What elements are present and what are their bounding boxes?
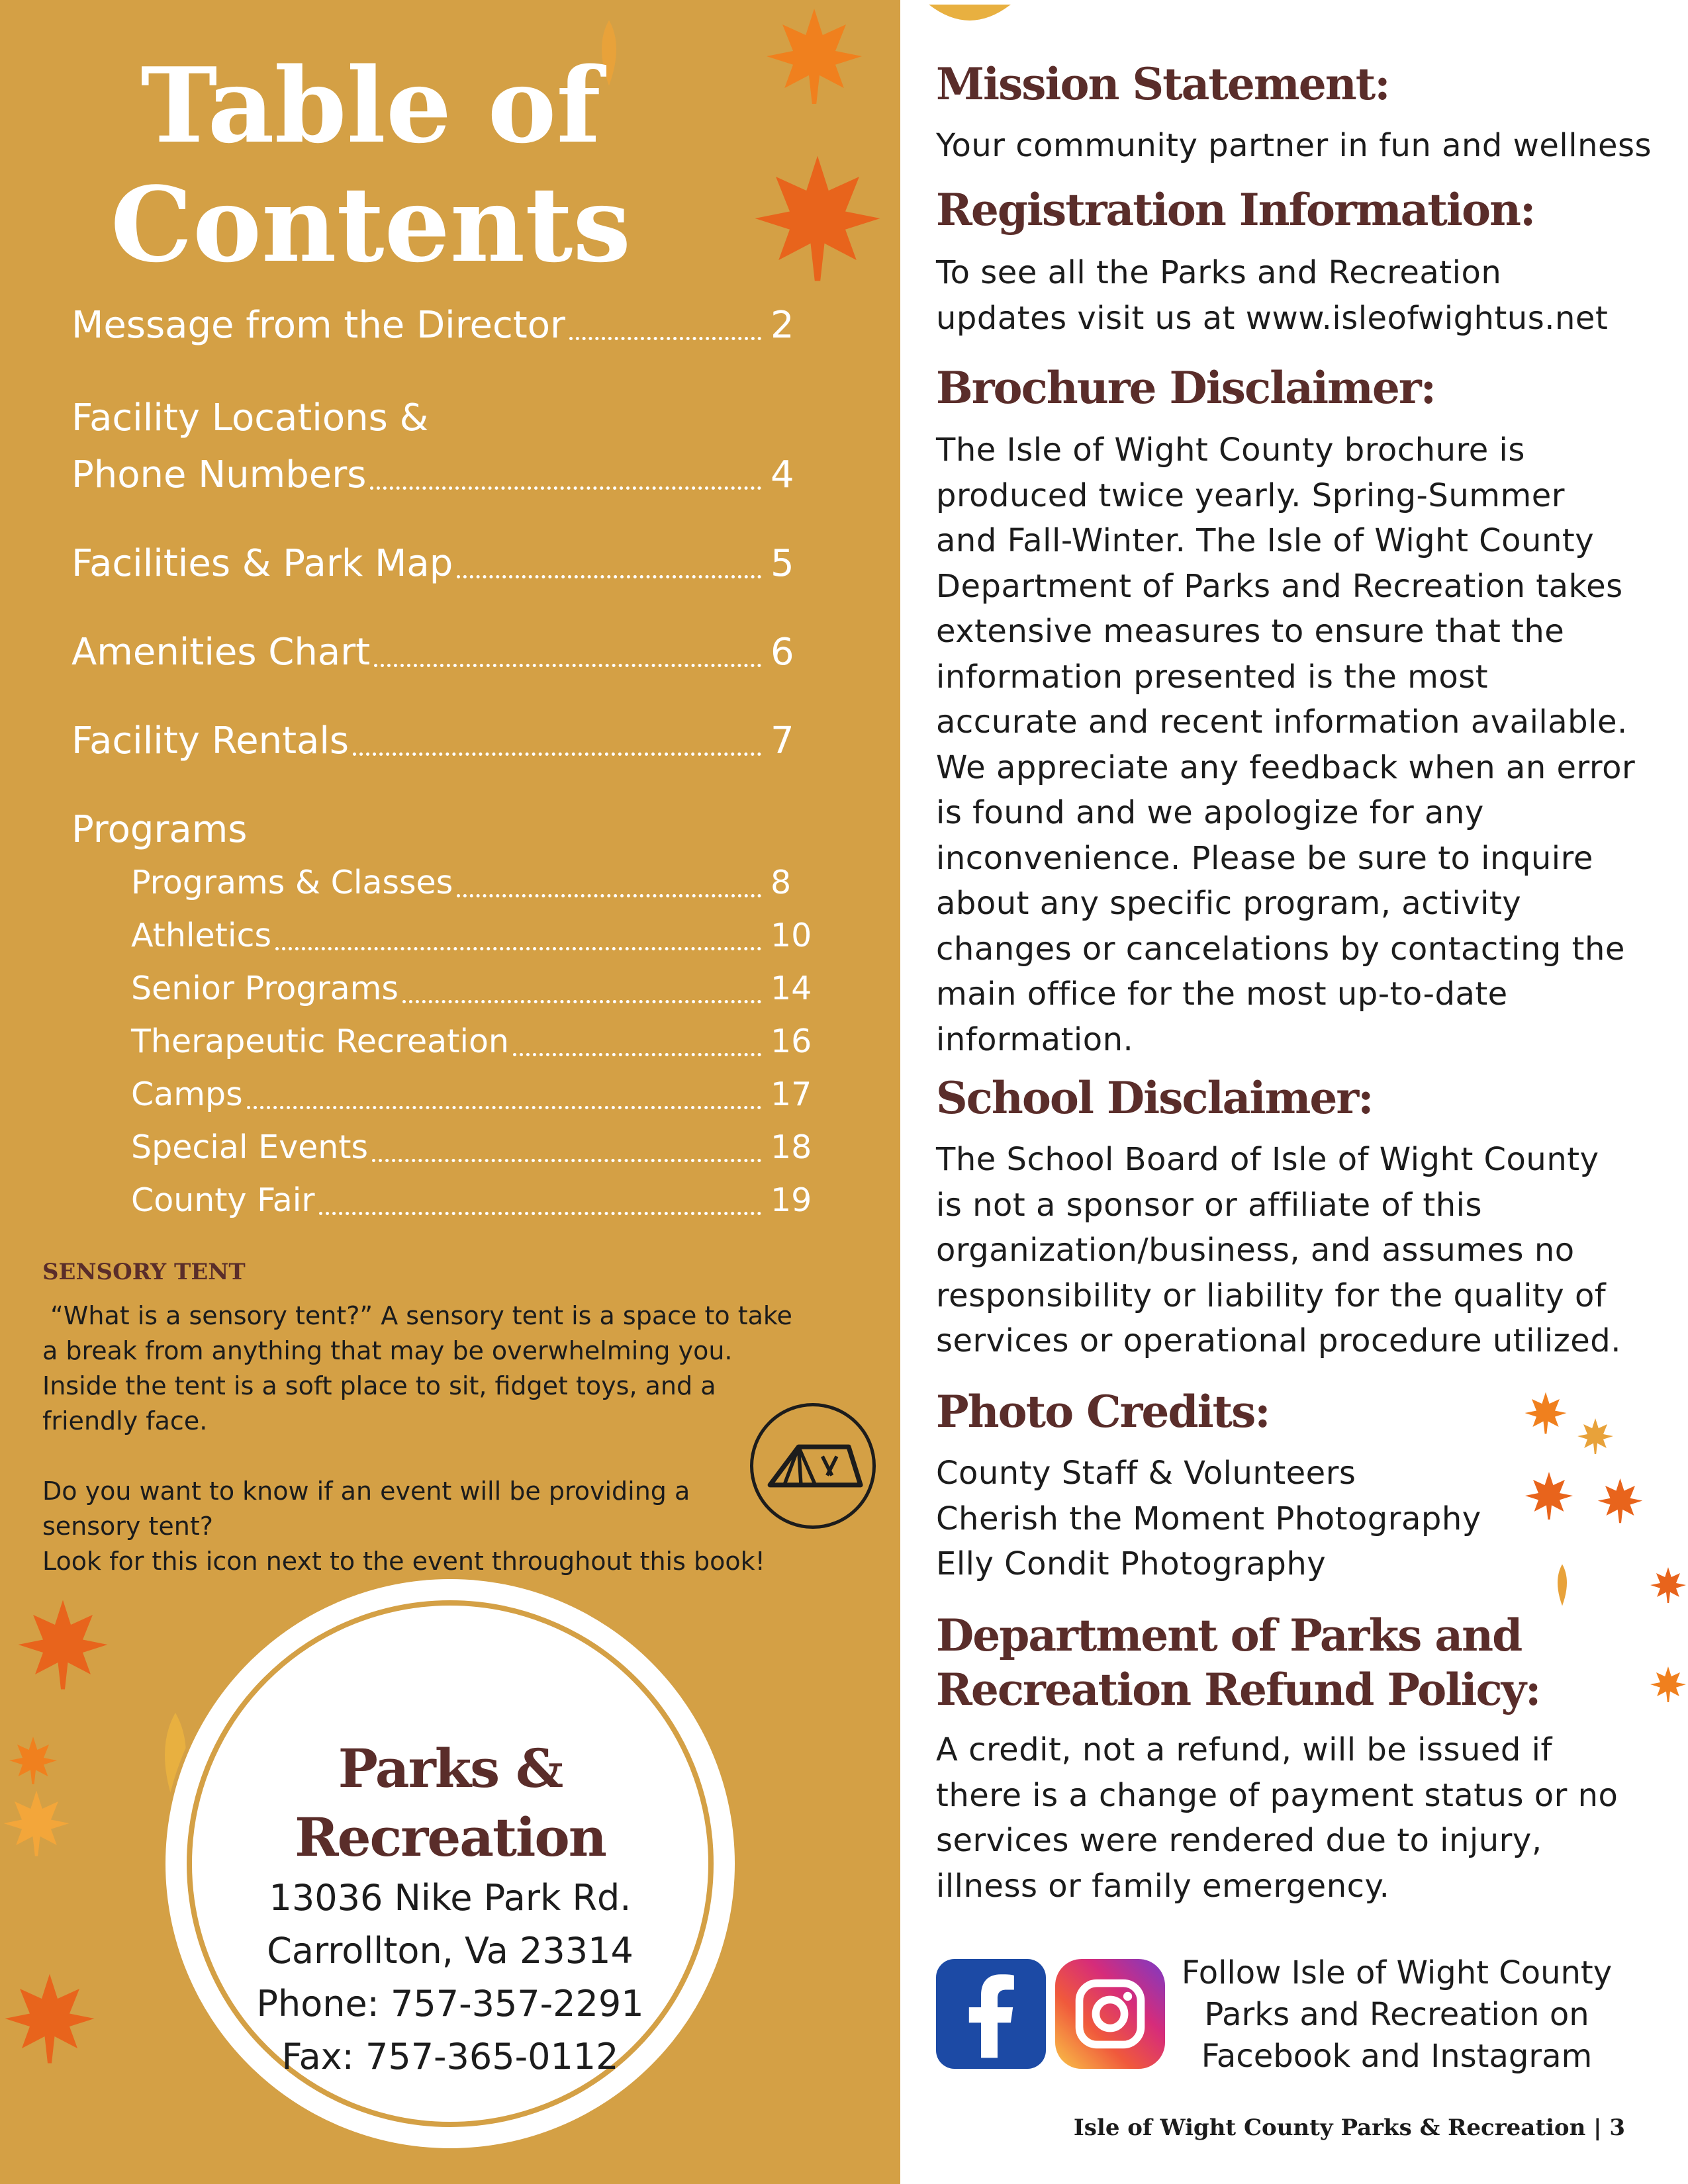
text-line: updates visit us at www.isleofwightus.net [936,299,1609,337]
toc-entry[interactable] [71,537,813,590]
toc-title-line2: Contents [110,164,632,285]
text-line: is found and we apologize for any [936,794,1484,831]
toc-leader-dots [457,575,761,578]
address-block [175,1734,726,2083]
brochure-text [936,428,1671,1062]
toc-entry-label-line1: Facility Locations & [71,396,429,439]
text-line: The Isle of Wight County brochure is [936,432,1525,469]
text-line: To see all the Parks and Recreation [936,254,1502,291]
toc-entry-page: 2 [771,304,794,347]
toc-subentry-label: Special Events [131,1128,369,1166]
toc-subentry[interactable] [131,1121,813,1174]
text-line: there is a change of payment status or no [936,1776,1618,1814]
follow-line: Parks and Recreation on [1204,1996,1589,2033]
toc-entry[interactable] [71,626,813,679]
toc-entry-label: Amenities Chart [71,631,371,674]
maple-leaf-icon [7,1734,60,1787]
toc-subentry-label: County Fair [131,1181,315,1219]
text-line: information. [936,1021,1134,1058]
toc-subentry-page: 10 [771,917,812,954]
toc-title [73,46,669,285]
toc-leader-dots [402,1000,761,1003]
toc-subentry-page: 17 [771,1075,812,1113]
text-line: Department of Parks and Recreation takes [936,567,1623,605]
toc-subentry[interactable] [131,962,813,1015]
refund-heading-line1: Department of Parks and [936,1610,1522,1661]
toc-leader-dots [275,947,761,950]
text-line: illness or family emergency. [936,1867,1390,1905]
registration-text [936,250,1671,341]
text-line: about any specific program, activity [936,885,1522,922]
text-line: and Fall-Winter. The Isle of Wight County [936,522,1595,559]
text-line: A credit, not a refund, will be issued if [936,1731,1552,1768]
toc-subentry[interactable] [131,1068,813,1121]
text-line: main office for the most up-to-date [936,976,1508,1013]
registration-heading: Registration Information: [936,184,1535,236]
toc-subentry-page: 8 [771,864,792,901]
maple-leaf-icon [1648,1655,1688,1714]
toc-entry-label: Facilities & Park Map [71,542,453,585]
text-line: We appreciate any feedback when an error [936,749,1636,786]
toc-program-list [131,856,813,1227]
toc-subentry[interactable] [131,856,813,909]
toc-subentry-label: Athletics [131,917,271,954]
toc-subentry-label: Camps [131,1075,243,1113]
toc-list [71,299,813,1227]
toc-leader-dots [247,1106,761,1109]
text-line: organization/business, and assumes no [936,1232,1575,1269]
address-phone: Phone: 757-357-2291 [256,1983,644,2025]
toc-entry-page: 5 [771,542,794,585]
toc-leader-dots [319,1212,761,1215]
text-line: services were rendered due to injury, [936,1822,1542,1859]
toc-subentry-page: 19 [771,1181,812,1219]
toc-subentry-page: 16 [771,1023,812,1060]
toc-leader-dots [457,894,761,897]
toc-entry[interactable] [71,299,813,352]
follow-line: Facebook and Instagram [1201,2038,1593,2075]
text-line: Elly Condit Photography [936,1545,1327,1582]
text-line: information presented is the most [936,658,1489,696]
refund-text [936,1727,1671,1909]
maple-leaf-icon [0,1787,73,1860]
text-line: County Staff & Volunteers [936,1455,1356,1492]
text-line: extensive measures to ensure that the [936,613,1565,650]
leaf-icon [920,0,1019,36]
text-line: responsibility or liability for the quality of [936,1277,1607,1314]
address-fax: Fax: 757-365-0112 [281,2036,619,2077]
toc-entry[interactable] [71,715,813,768]
toc-entry[interactable] [71,388,813,502]
instagram-icon[interactable] [1055,1959,1165,2069]
facebook-icon[interactable] [936,1959,1046,2069]
maple-leaf-icon [761,0,867,113]
text-line: Your community partner in fun and wellness [936,127,1652,164]
toc-subentry-page: 14 [771,970,812,1007]
text-line: is not a sponsor or affiliate of this [936,1186,1482,1224]
toc-entry-label-line2: Phone Numbers [71,453,367,496]
follow-text [1172,1952,1622,2077]
sensory-tent-text: “What is a sensory tent?” A sensory tent is a space to take a break from anything that may be overwhelming you. Inside the tent is a soft place to sit, fidget toys, and a friendly face. Do you want to know if an event will be providing a sensory tent? Look for this icon next to the event throughout this book! [42,1301,792,1576]
tent-icon [750,1403,876,1529]
toc-entry-page: 4 [771,453,794,496]
school-text [936,1137,1671,1364]
toc-leader-dots [372,1159,761,1162]
text-line: services or operational procedure utilized. [936,1322,1622,1359]
text-line: changes or cancelations by contacting the [936,930,1625,968]
sensory-tent-heading: SENSORY TENT [42,1259,246,1285]
maple-leaf-icon [1523,1390,1569,1436]
follow-line: Follow Isle of Wight County [1181,1954,1613,1991]
address-street: 13036 Nike Park Rd. [269,1877,632,1919]
toc-entry-page: 6 [771,631,794,674]
toc-leader-dots [374,664,761,667]
address-title: Parks & Recreation [295,1737,606,1868]
toc-subentry[interactable] [131,1015,813,1068]
toc-leader-dots [513,1053,761,1056]
school-heading: School Disclaimer: [936,1072,1373,1124]
toc-subentry-page: 18 [771,1128,812,1166]
toc-leader-dots [353,752,761,756]
toc-programs-heading: Programs [71,808,248,851]
brochure-heading: Brochure Disclaimer: [936,362,1435,414]
toc-leader-dots [569,337,761,340]
toc-entry-page: 7 [771,719,794,762]
mission-text [936,123,1671,169]
toc-subentry-label: Therapeutic Recreation [131,1023,509,1060]
toc-leader-dots [370,486,761,490]
text-line: produced twice yearly. Spring-Summer [936,477,1566,514]
toc-subentry[interactable] [131,1174,813,1227]
maple-leaf-icon [1575,1416,1615,1456]
toc-entry-label: Facility Rentals [71,719,350,762]
toc-title-line1: Table of [140,45,601,166]
maple-leaf-icon [748,149,887,288]
toc-subentry-label: Senior Programs [131,970,399,1007]
page-footer: Isle of Wight County Parks & Recreation | 3 [1073,2115,1625,2141]
text-line: inconvenience. Please be sure to inquire [936,839,1593,877]
toc-entry-label: Message from the Director [71,304,566,347]
text-line: accurate and recent information available. [936,704,1628,741]
text-line: Cherish the Moment Photography [936,1500,1481,1537]
text-line: The School Board of Isle of Wight County [936,1141,1599,1178]
toc-subentry[interactable] [131,909,813,962]
toc-subentry-label: Programs & Classes [131,864,453,901]
mission-heading: Mission Statement: [936,58,1389,110]
photo-credits-heading: Photo Credits: [936,1386,1270,1437]
address-city: Carrollton, Va 23314 [267,1930,633,1972]
maple-leaf-icon [0,1959,99,2078]
photo-credits-text [936,1451,1671,1587]
refund-heading-line2: Recreation Refund Policy: [936,1664,1540,1715]
maple-leaf-icon [13,1595,113,1694]
